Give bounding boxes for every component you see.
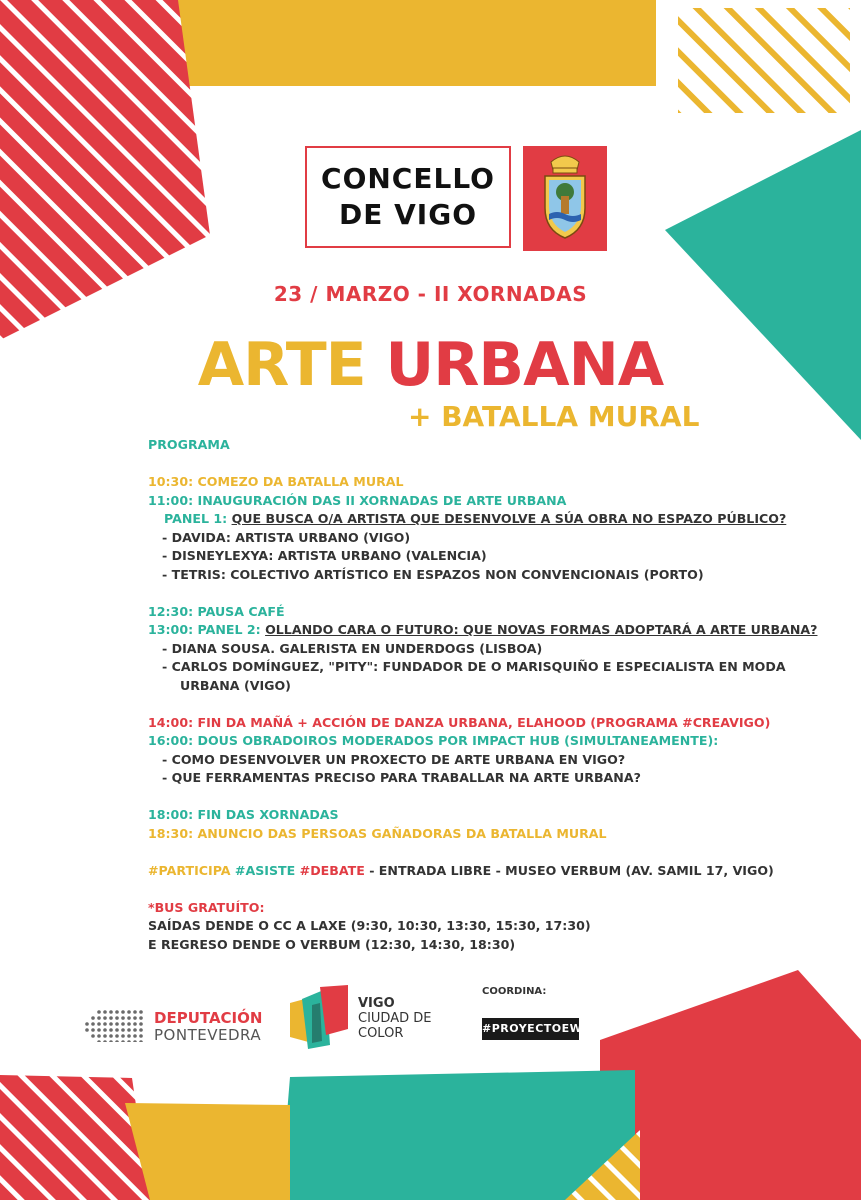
panel-2 (148, 621, 818, 640)
hashtag: #ASISTE (234, 862, 296, 878)
hashtag: #PARTICIPA (148, 862, 231, 878)
list-item: - DAVIDA: ARTISTA URBANO (VIGO) (162, 529, 411, 545)
title-word-arte: ARTE (197, 330, 366, 400)
list-item: - QUE FERRAMENTAS PRECISO PARA TRABALLAR NA ARTE URBANA? (162, 770, 641, 785)
schedule-line: 18:00: FIN DAS XORNADAS (148, 807, 339, 822)
header-line-1: CONCELLO (321, 162, 495, 195)
schedule-line: 12:30: PAUSA CAFÉ (148, 603, 285, 619)
hashtag: #DEBATE (299, 862, 365, 878)
deputacion-label: DEPUTACIÓN (154, 1009, 263, 1027)
vigo-ciudad-de-color-icon (290, 985, 354, 1049)
bottom-left-striped-shape (0, 1075, 150, 1200)
vigo-ciudad-de-color-text (358, 996, 431, 1041)
program-section (148, 436, 818, 954)
title-word-urbana: URBANA (385, 330, 664, 400)
list-item-continuation: URBANA (VIGO) (180, 677, 291, 693)
concello-de-vigo-box (305, 146, 511, 248)
panel-title: OLLANDO CARA O FUTURO: QUE NOVAS FORMAS ADOPTARÁ A ARTE URBANA? (265, 622, 818, 637)
list-item: - DISNEYLEXYA: ARTISTA URBANO (VALENCIA) (162, 548, 487, 563)
bus-line: SAÍDAS DENDE O CC A LAXE (9:30, 10:30, 13:30, 15:30, 17:30) (148, 918, 591, 933)
schedule-line: 10:30: COMEZO DA BATALLA MURAL (148, 474, 404, 489)
venue-text: - ENTRADA LIBRE - MUSEO VERBUM (AV. SAMIL 17, VIGO) (364, 862, 774, 878)
panel-label: 13:00: PANEL 2: (148, 622, 261, 637)
bottom-yellow-shape (125, 1103, 290, 1200)
event-subtitle: + BATALLA MURAL (408, 400, 700, 433)
event-title (0, 330, 861, 400)
dot-grid-icon (84, 1010, 148, 1042)
event-date: 23 / MARZO - II XORNADAS (273, 282, 588, 306)
bus-heading: *BUS GRATUÍTO: (148, 899, 265, 915)
program-heading: PROGRAMA (148, 437, 230, 452)
panel-label: PANEL 1: (164, 511, 228, 526)
list-item: - DIANA SOUSA. GALERISTA EN UNDERDOGS (LISBOA) (162, 640, 543, 656)
hashtags-venue (148, 862, 788, 881)
schedule-line: 16:00: DOUS OBRADOIROS MODERADOS POR IMPACT HUB (SIMULTANEAMENTE): (148, 733, 719, 748)
ciudad-de-label: CIUDAD DE (358, 1011, 432, 1026)
schedule-line: 11:00: INAUGURACIÓN DAS II XORNADAS DE ARTE URBANA (148, 492, 567, 508)
panel-title: QUE BUSCA O/A ARTISTA QUE DESENVOLVE A SÚA OBRA NO ESPAZO PÚBLICO? (231, 511, 787, 526)
panel-1 (148, 510, 788, 529)
coordina-label: COORDINA: (482, 986, 547, 997)
bus-line: E REGRESO DENDE O VERBUM (12:30, 14:30, 18:30) (148, 936, 516, 952)
color-label: COLOR (358, 1026, 404, 1041)
list-item: - TETRIS: COLECTIVO ARTÍSTICO EN ESPAZOS NON CONVENCIONAIS (PORTO) (162, 566, 704, 582)
list-item: - COMO DESENVOLVER UN PROXECTO DE ARTE URBANA EN VIGO? (162, 751, 626, 767)
schedule-line: 18:30: ANUNCIO DAS PERSOAS GAÑADORAS DA BATALLA MURAL (148, 825, 607, 841)
pontevedra-label: PONTEVEDRA (154, 1026, 262, 1044)
top-right-striped-shape (678, 8, 850, 113)
vigo-coat-of-arms-icon (523, 146, 607, 251)
bottom-teal-shape (280, 1070, 635, 1200)
vigo-label: VIGO (358, 996, 395, 1011)
list-item: - CARLOS DOMÍNGUEZ, "PITY": FUNDADOR DE O MARISQUIÑO E ESPECIALISTA EN MODA (162, 659, 786, 674)
proyectoewa-logo: #PROYECTOEWA (482, 1018, 579, 1040)
top-yellow-band (150, 0, 656, 86)
header-line-2: DE VIGO (339, 198, 477, 231)
schedule-line: 14:00: FIN DA MAÑÁ + ACCIÓN DE DANZA URBANA, ELAHOOD (PROGRAMA #CREAVIGO) (148, 714, 771, 730)
